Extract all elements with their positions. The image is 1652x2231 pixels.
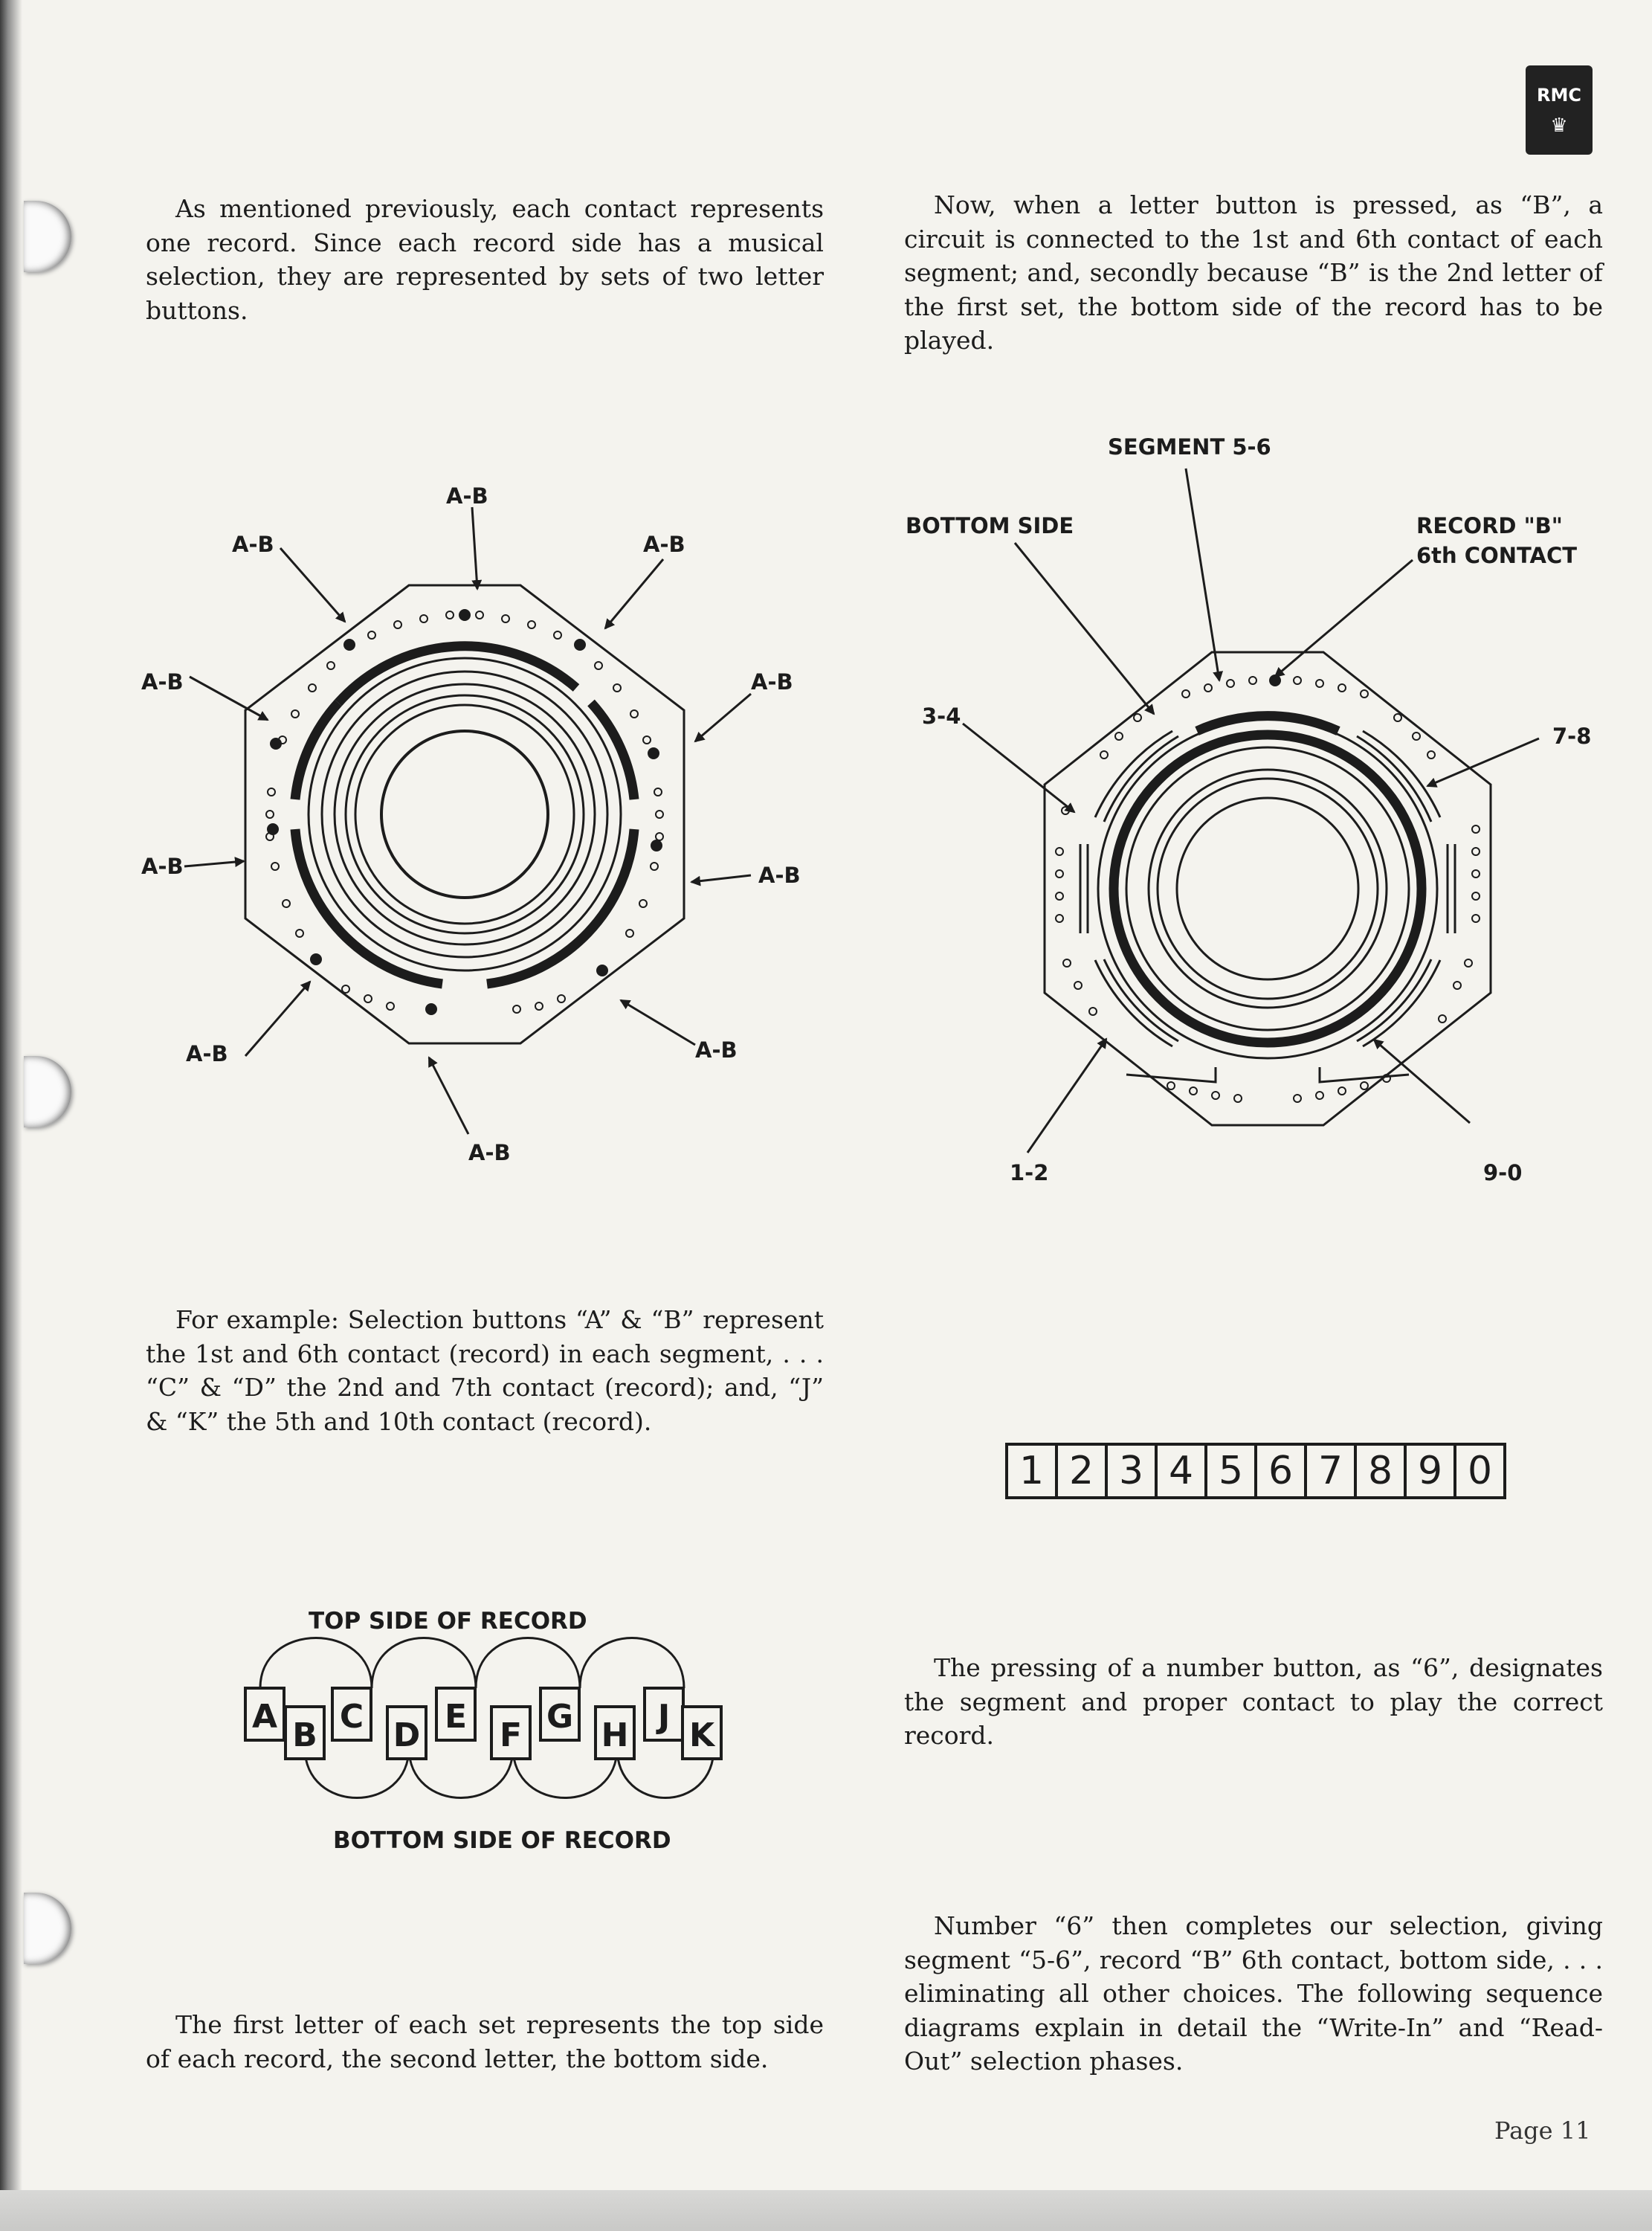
button-letter-j: J: [657, 1698, 671, 1736]
label-ab-bottom-right: A-B: [695, 1037, 738, 1063]
punch-hole-middle: [24, 1056, 71, 1127]
scan-bottom-edge: [0, 2190, 1652, 2231]
logo-text: RMC: [1537, 85, 1581, 106]
number-button-7: 7: [1304, 1443, 1357, 1499]
button-letter-k: K: [688, 1716, 715, 1754]
label-ab-left-mid: A-B: [141, 854, 184, 879]
button-letter-b: B: [292, 1716, 317, 1754]
logo-crown-icon: ♛: [1550, 115, 1568, 137]
scan-binding-shadow: [0, 0, 22, 2231]
letter-button-diagram: [223, 1599, 743, 1859]
left-paragraph-2: For example: Selection buttons “A” & “B” represent the 1st and 6th contact (record) in each segment, . . . “C” & “D” the 2nd and 7th contact (record); and, “J” & “K” the 5th and 10th contact (record).: [146, 1305, 824, 1436]
label-9-0: 9-0: [1483, 1160, 1523, 1185]
number-button-2: 2: [1055, 1443, 1108, 1499]
label-ab-top-right: A-B: [643, 532, 685, 557]
label-ab-right-upper: A-B: [751, 669, 793, 695]
left-paragraph-1: As mentioned previously, each contact represents one record. Since each record side has a musical selection, they are represented by sets of two letter buttons.: [146, 194, 824, 325]
button-letter-c: C: [339, 1698, 364, 1736]
label-6th-contact: 6th CONTACT: [1416, 543, 1578, 568]
rmc-logo: [1526, 65, 1593, 155]
label-ab-right-mid: A-B: [758, 863, 801, 888]
label-7-8: 7-8: [1552, 724, 1592, 749]
button-letter-e: E: [444, 1698, 468, 1736]
number-button-1: 1: [1005, 1443, 1058, 1499]
punch-hole-bottom: [24, 1893, 71, 1964]
punch-hole-top: [24, 201, 71, 272]
button-letter-f: F: [499, 1716, 523, 1754]
button-letter-g: G: [546, 1698, 574, 1736]
number-button-4: 4: [1155, 1443, 1207, 1499]
label-bottom-side: BOTTOM SIDE: [906, 513, 1074, 538]
label-bottom-side-of-record: BOTTOM SIDE OF RECORD: [333, 1827, 671, 1854]
contact-ring-diagram-ab: [134, 476, 833, 1175]
label-segment-5-6: SEGMENT 5-6: [1108, 434, 1271, 460]
label-ab-left-upper: A-B: [141, 669, 184, 695]
button-letter-d: D: [393, 1716, 421, 1754]
label-ab-top-left: A-B: [232, 532, 274, 557]
label-ab-top: A-B: [446, 483, 488, 509]
page-number: Page 11: [1494, 2116, 1591, 2145]
number-button-9: 9: [1404, 1443, 1456, 1499]
segment-diagram-5-6: [892, 428, 1606, 1201]
button-letter-a: A: [251, 1698, 278, 1736]
button-letter-h: H: [601, 1716, 629, 1754]
left-paragraph-3: The first letter of each set represents the top side of each record, the second letter, the bottom side.: [146, 2010, 824, 2073]
number-button-3: 3: [1105, 1443, 1158, 1499]
selected-contact-dots: [267, 609, 662, 1015]
label-record-b: RECORD "B": [1416, 513, 1563, 538]
right-paragraph-1: Now, when a letter button is pressed, as “B”, a circuit is connected to the 1st and 6th contact of each segment; and, secondly because “B” is the 2nd letter of the first set, the bottom side of the record has to be played.: [904, 190, 1603, 355]
label-3-4: 3-4: [922, 704, 961, 729]
right-paragraph-3: Number “6” then completes our selection, giving segment “5-6”, record “B” 6th contact, bottom side, . . . eliminating all other choices. The following sequence diagrams explain in detail the “Write-In” and “Read-Out” selection phases.: [904, 1911, 1603, 2076]
label-ab-bottom-left: A-B: [186, 1041, 228, 1066]
label-ab-bottom: A-B: [468, 1140, 511, 1165]
number-button-6: 6: [1254, 1443, 1307, 1499]
number-button-5: 5: [1204, 1443, 1257, 1499]
label-top-side-of-record: TOP SIDE OF RECORD: [309, 1608, 587, 1635]
number-button-row: [1005, 1443, 1503, 1499]
number-button-0: 0: [1453, 1443, 1506, 1499]
right-paragraph-2: The pressing of a number button, as “6”, designates the segment and proper contact to play the correct record.: [904, 1653, 1603, 1750]
label-1-2: 1-2: [1010, 1160, 1049, 1185]
number-button-8: 8: [1354, 1443, 1407, 1499]
